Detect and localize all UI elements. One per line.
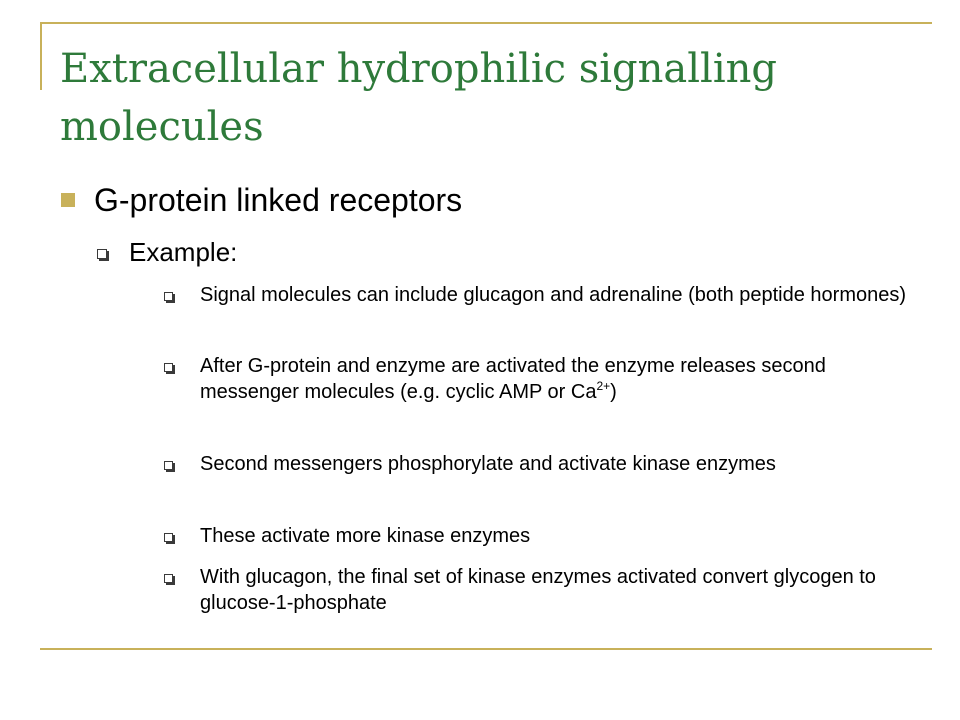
bullet-phosphorylate-kinase: Second messengers phosphorylate and activate kinase enzymes [200,453,776,475]
calcium-charge-superscript: 2+ [596,379,611,393]
bullet-signal-molecules: Signal molecules can include glucagon and adrenaline (both peptide hormones) [200,284,907,306]
bullet-second-messenger-release [200,353,920,405]
hollow-square-bullet-icon [164,574,173,583]
hollow-square-bullet-icon [164,363,173,372]
slide-title: Extracellular hydrophilic signalling molecules [60,46,778,150]
bullet-activate-more-kinase: These activate more kinase enzymes [200,525,531,547]
hollow-square-bullet-icon [164,533,173,542]
bullet-example: Example: [129,237,238,267]
closing-parenthesis: ) [610,381,617,403]
bullet-glucagon-glycogen: With glucagon, the final set of kinase enzymes activated convert glycogen to glucose-1-phosphate [200,566,876,614]
hollow-square-bullet-icon [164,292,173,301]
hollow-square-bullet-icon [164,461,173,470]
bullet-second-messenger-text: After G-protein and enzyme are activated the enzyme releases second messenger molecules (e.g. cyclic AMP or Ca [200,355,826,403]
hollow-square-bullet-icon [97,249,107,259]
bullet-g-protein-linked-receptors: G-protein linked receptors [94,182,463,218]
square-bullet-icon [61,193,75,207]
